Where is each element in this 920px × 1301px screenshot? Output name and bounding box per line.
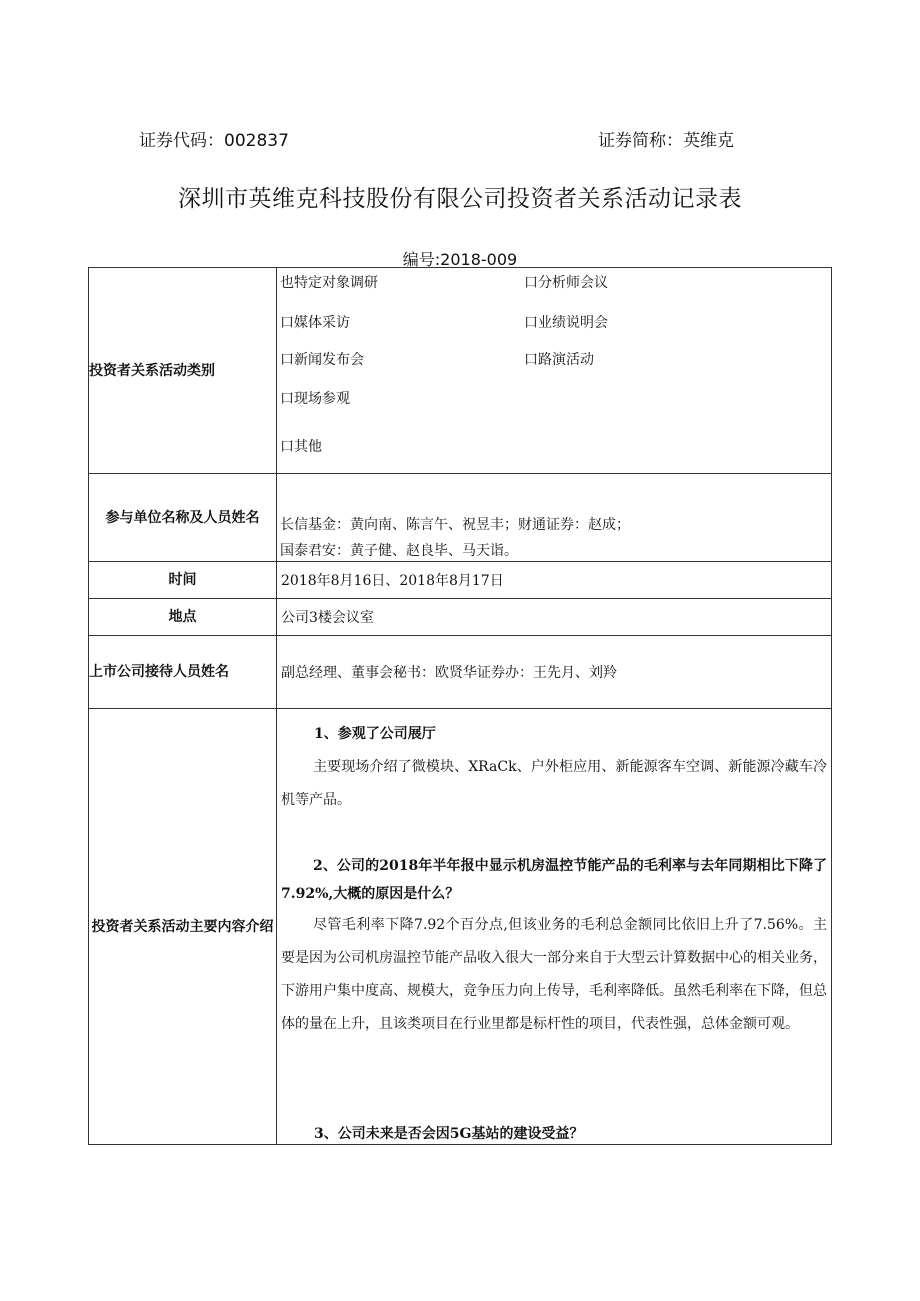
option-other: 口其他 (280, 439, 322, 455)
participants-value (278, 474, 831, 561)
stock-code: 证券代码：002837 (139, 131, 289, 151)
participants-label: 参与单位名称及人员姓名 (89, 474, 277, 561)
option-earnings-briefing: 口业绩说明会 (524, 315, 608, 331)
option-specific-research: 也特定对象调研 (280, 275, 378, 291)
main-content-value (278, 709, 831, 1144)
participants-line-1: 长信基金：黄向南、陈言午、祝昱丰；财通证券：赵成； (280, 517, 630, 533)
answer-1: 主要现场介绍了微模块、XRaCk、户外柜应用、新能源客车空调、新能源冷藏车冷机等产品。 (281, 759, 827, 808)
activity-type-options (278, 268, 831, 473)
time-value: 2018年8月16日、2018年8月17日 (281, 573, 504, 589)
row-time (89, 562, 831, 599)
location-label: 地点 (89, 599, 277, 635)
option-site-visit: 口现场参观 (280, 391, 350, 407)
row-receptionists (89, 636, 831, 709)
document-title: 深圳市英维克科技股份有限公司投资者关系活动记录表 (178, 186, 742, 212)
receptionists-value: 副总经理、董事会秘书：欧贤华证券办：王先月、刘羚 (281, 665, 617, 681)
receptionists-label: 上市公司接待人员姓名 (89, 636, 277, 708)
participants-line-2: 国泰君安：黄子健、赵良毕、马天诣。 (280, 543, 518, 559)
stock-abbreviation: 证券简称：英维克 (598, 131, 734, 151)
question-3: 3、公司未来是否会因5G基站的建设受益？ (314, 1126, 584, 1142)
row-participants (89, 474, 831, 562)
row-main-content (89, 709, 831, 1144)
time-label: 时间 (89, 562, 277, 598)
location-value: 公司3楼会议室 (281, 610, 374, 626)
main-content-label: 投资者关系活动主要内容介绍 (89, 709, 277, 1144)
option-roadshow: 口路演活动 (524, 352, 594, 368)
serial-number: 编号:2018-009 (402, 250, 518, 269)
option-press-conference: 口新闻发布会 (280, 352, 364, 368)
question-2: 2、公司的2018年半年报中显示机房温控节能产品的毛利率与去年同期相比下降了7.92%,大概的原因是什么？ (281, 858, 827, 902)
activity-record-table (88, 267, 832, 1145)
answer-2: 尽管毛利率下降7.92个百分点,但该业务的毛利总金额同比依旧上升了7.56%。主要是因为公司机房温控节能产品收入很大一部分来自于大型云计算数据中心的相关业务，下游用户集中度高、规模大，竞争压力向上传导，毛利率降低。虽然毛利率在下降，但总体的量在上升，且该类项目在行业里都是标杆性的项目，代表性强，总体金额可观。 (281, 917, 827, 1032)
row-activity-type (89, 268, 831, 474)
question-1: 1、参观了公司展厅 (314, 726, 436, 742)
option-media-interview: 口媒体采访 (280, 315, 350, 331)
option-analyst-meeting: 口分析师会议 (524, 275, 608, 291)
row-location (89, 599, 831, 636)
activity-type-label: 投资者关系活动类别 (89, 268, 277, 473)
